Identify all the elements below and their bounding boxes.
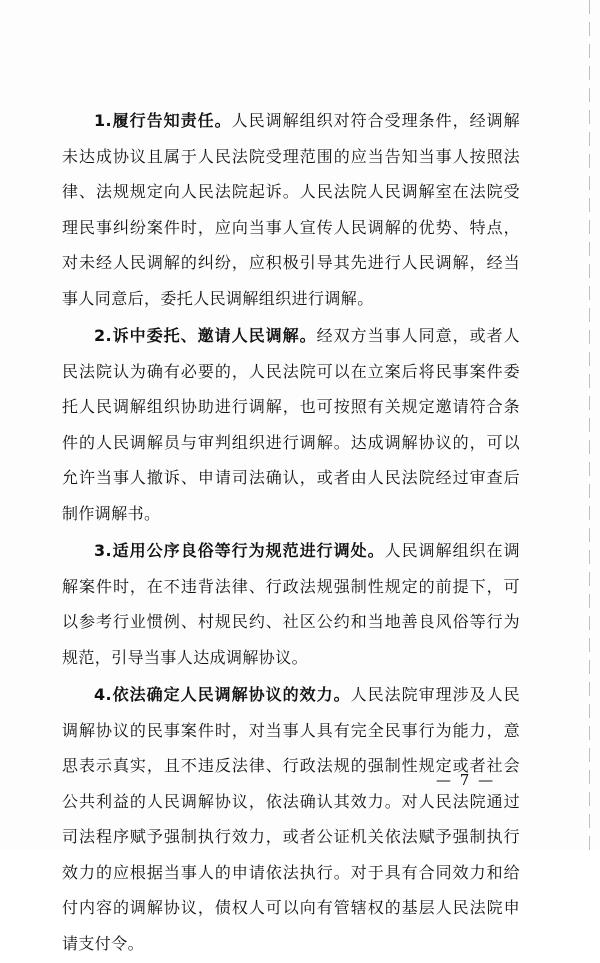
- scan-edge-line: [589, 0, 590, 850]
- paragraph-3-text: 人民调解组织在调解案件时，在不违背法律、行政法规强制性规定的前提下，可以参考行业惯例、村规民约、社区公约和当地善良风俗等行为规范，引导当事人达成调解协议。: [62, 541, 520, 667]
- paragraph-4: [62, 677, 520, 961]
- paragraph-2-text: 经双方当事人同意，或者人民法院认为确有必要的，人民法院可以在立案后将民事案件委托人民调解组织协助进行调解，也可按照有关规定邀请符合条件的人民调解员与审判组织进行调解。达成调解协议的，可以允许当事人撤诉、申请司法确认，或者由人民法院经过审查后制作调解书。: [62, 326, 520, 523]
- paragraph-1: [62, 103, 520, 316]
- paragraph-1-text: 人民调解组织对符合受理条件，经调解未达成协议且属于人民法院受理范围的应当告知当事人按照法律、法规规定向人民法院起诉。人民法院人民调解室在法院受理民事纠纷案件时，应向当事人宣传人民调解的优势、特点，对未经人民调解的纠纷，应积极引导其先进行人民调解，经当事人同意后，委托人民调解组织进行调解。: [62, 111, 520, 308]
- paragraph-3-heading: 3.适用公序良俗等行为规范进行调处。: [94, 541, 385, 560]
- paragraph-1-heading: 1.履行告知责任。: [94, 111, 232, 130]
- paragraph-4-heading: 4.依法确定人民调解协议的效力。: [94, 685, 351, 704]
- paragraph-3: [62, 533, 520, 675]
- page-number: — 7 —: [436, 771, 496, 789]
- paragraph-2: [62, 318, 520, 531]
- paragraph-4-text: 人民法院审理涉及人民调解协议的民事案件时，对当事人具有完全民事行为能力，意思表示真实，且不违反法律、行政法规的强制性规定或者社会公共利益的人民调解协议，依法确认其效力。对人民法院通过司法程序赋予强制执行效力，或者公证机关依法赋予强制执行效力的应根据当事人的申请依法执行。对于具有合同效力和给付内容的调解协议，债权人可以向有管辖权的基层人民法院申请支付令。: [62, 685, 520, 953]
- document-body: [62, 103, 520, 963]
- paragraph-2-heading: 2.诉中委托、邀请人民调解。: [94, 326, 317, 345]
